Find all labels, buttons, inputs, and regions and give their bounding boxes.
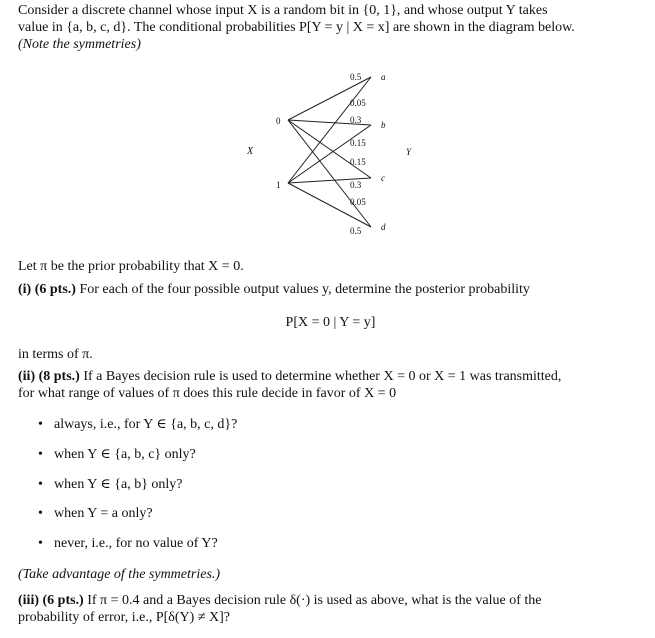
bullet-item: • when Y ∈ {a, b, c} only? [38,447,196,462]
edge-0-c [288,120,371,178]
part-2-text: If a Bayes decision rule is used to determine whether X = 0 or X = 1 was transmitted, [79,369,562,384]
part-2-label: (ii) (8 pts.) [18,369,80,384]
output-d: d [381,222,386,232]
part-1-after: in terms of π. [18,347,93,362]
prior-statement: Let π be the prior probability that X = 0. [18,259,244,274]
bullet-text: when Y ∈ {a, b} only? [54,477,183,492]
intro-line-1: Consider a discrete channel whose input X is a random bit in {0, 1}, and whose output Y takes [18,3,548,18]
part-3-label: (iii) (6 pts.) [18,593,84,608]
symmetry-note: (Take advantage of the symmetries.) [18,567,221,582]
prob-0-a: 0.5 [350,72,362,82]
bullet-text: never, i.e., for no value of Y? [54,536,218,551]
prob-1-d: 0.5 [350,226,362,236]
edge-0-d [288,120,371,227]
intro-note: (Note the symmetries) [18,37,141,52]
intro-line-2: value in {a, b, c, d}. The conditional probabilities P[Y = y | X = x] are shown in the diagram below. [18,20,575,35]
part-3 [18,592,643,626]
bullet-item: • when Y ∈ {a, b} only? [38,477,183,492]
part-1 [18,281,643,298]
input-label-X: X [247,146,254,157]
prob-1-a: 0.05 [350,98,366,108]
part-2-line-2: for what range of values of π does this rule decide in favor of X = 0 [18,386,397,401]
prob-0-b: 0.3 [350,115,362,125]
output-a: a [381,72,386,82]
input-1: 1 [276,180,281,190]
output-c: c [381,173,385,183]
bullet-item: • when Y = a only? [38,506,153,521]
prob-1-c: 0.3 [350,180,362,190]
channel-diagram [0,0,655,250]
part-3-text: If π = 0.4 and a Bayes decision rule δ(·) is used as above, what is the value of the [83,593,542,608]
bullet-item: • never, i.e., for no value of Y? [38,536,218,551]
input-0: 0 [276,116,281,126]
bullet-text: always, i.e., for Y ∈ {a, b, c, d}? [54,417,238,432]
edge-1-a [288,77,371,183]
part-2 [18,368,643,402]
posterior-formula: P[X = 0 | Y = y] [285,315,376,330]
prob-0-c: 0.15 [350,157,366,167]
bullet-text: when Y = a only? [54,506,153,521]
part-1-label: (i) (6 pts.) [18,282,76,297]
output-b: b [381,120,386,130]
bullet-item: • always, i.e., for Y ∈ {a, b, c, d}? [38,417,238,432]
prob-0-d: 0.05 [350,197,366,207]
output-label-Y: Y [406,147,412,157]
prob-1-b: 0.15 [350,138,366,148]
part-3-line-2: probability of error, i.e., P[δ(Y) ≠ X]? [18,610,230,625]
bullet-text: when Y ∈ {a, b, c} only? [54,447,196,462]
part-1-text: For each of the four possible output values y, determine the posterior probability [75,282,530,297]
